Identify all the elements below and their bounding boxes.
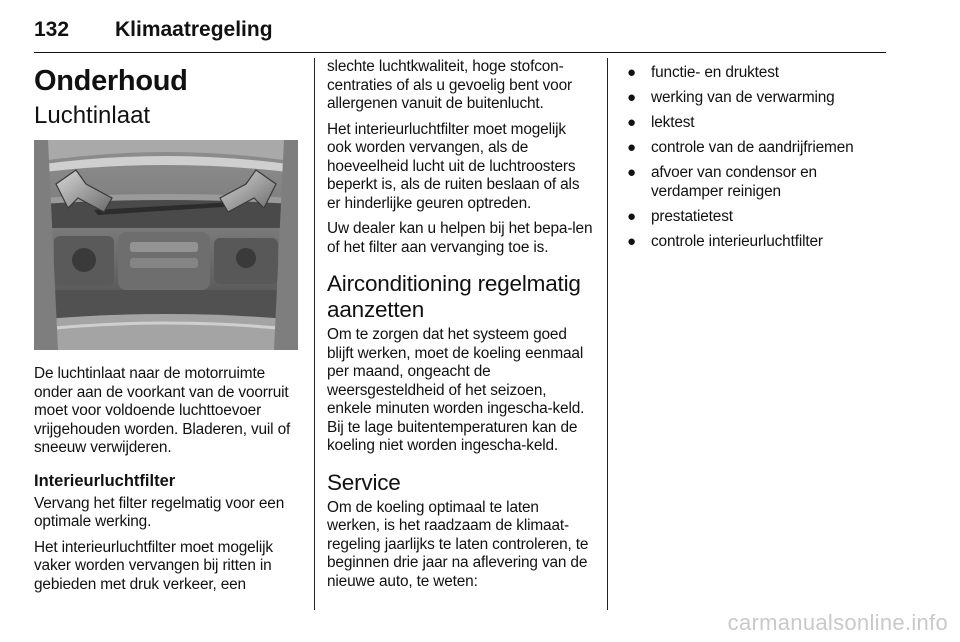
bullet-icon: ● (627, 164, 636, 181)
page-number: 132 (34, 18, 70, 41)
section-heading: Onderhoud (34, 65, 188, 97)
paragraph: Om de koeling optimaal te laten werken, is het raadzaam de klimaat-regeling jaarlijks te laten controleren, te beginnen drie jaar na aflevering van de nieuwe auto, te weten: (327, 498, 589, 590)
paragraph: De luchtinlaat naar de motorruimte onder aan de voorkant van de voorruit moet voor voldoende luchttoevoer vrijgehouden worden. Bladeren, vuil of sneeuw verwijderen. (34, 365, 291, 456)
bullet-icon: ● (627, 114, 636, 131)
paragraph: Het interieurluchtfilter moet mogelijk ook worden vervangen, als de hoeveelheid lucht uit de luchtroosters beperkt is, als de ruiten beslaan of als er hinderlijke geuren optreden. (327, 120, 580, 212)
list-item: ● lektest (627, 114, 695, 131)
section-heading-aircon: Airconditioning regelmatig aanzetten (327, 271, 581, 322)
section-title: Interieurluchtfilter (34, 471, 176, 490)
paragraph: slechte luchtkwaliteit, hoge stofcon-centraties of als u gevoelig bent voor allergenen vanuit de buitenlucht. (327, 58, 572, 112)
list-item: ● controle van de aandrijfriemen (627, 139, 854, 156)
bullet-icon: ● (627, 232, 636, 250)
paragraph: Uw dealer kan u helpen bij het bepa-len of het filter aan vervanging toe is. (327, 220, 593, 256)
column-right (620, 58, 886, 258)
engine-bay-photo (34, 140, 298, 350)
column-left (34, 58, 300, 601)
bullet-icon: ● (627, 89, 636, 106)
bullet-icon: ● (627, 64, 636, 81)
list-item: ● controle interieurluchtfilter (627, 232, 823, 250)
column-divider (314, 58, 315, 610)
subsection-heading: Luchtinlaat (34, 102, 151, 129)
column-middle (327, 58, 593, 598)
list-item: ● prestatietest (627, 207, 733, 225)
list-item: ● afvoer van condensor en verdamper reinigen (627, 164, 817, 200)
running-title: Klimaatregeling (115, 18, 273, 41)
list-item: ● functie- en druktest (627, 64, 779, 81)
section-heading-service: Service (327, 469, 401, 495)
list-item: ● werking van de verwarming (627, 89, 835, 106)
service-check-list (620, 64, 886, 251)
paragraph: Vervang het filter regelmatig voor een optimale werking. (34, 494, 285, 530)
watermark: carmanualsonline.info (727, 610, 948, 635)
paragraph: Om te zorgen dat het systeem goed blijft werken, moet de koeling eenmaal per maand, ongeacht de weersgesteldheid of het seizoen, enkele minuten worden ingescha-keld. Bij te lage buitentemperaturen kan de koeling niet worden ingescha-keld. (327, 326, 585, 454)
column-divider (607, 58, 608, 610)
paragraph: Het interieurluchtfilter moet mogelijk vaker worden vervangen bij ritten in gebieden met druk verkeer, een (34, 538, 273, 593)
bullet-icon: ● (627, 139, 636, 156)
page-header (34, 0, 886, 53)
bullet-icon: ● (627, 207, 636, 225)
